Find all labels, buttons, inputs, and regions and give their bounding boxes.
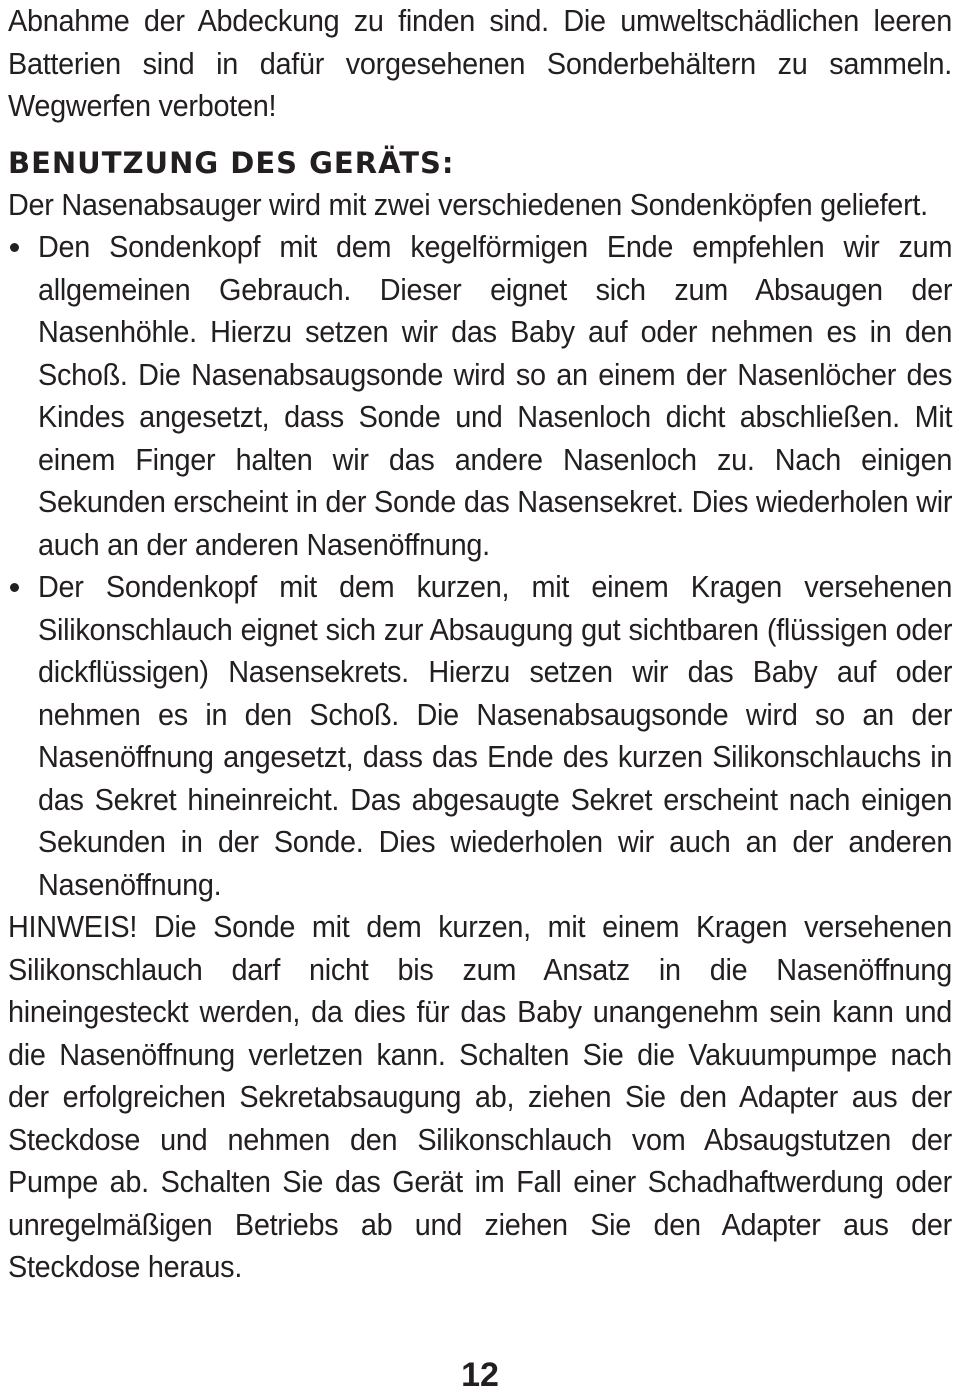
bullet-dot-icon [10,243,19,252]
page-number: 12 [461,1356,499,1394]
note-paragraph: HINWEIS! Die Sonde mit dem kurzen, mit einem Kragen versehenen Silikonschlauch darf nicht bis zum Ansatz in die Nasenöffnung hineingesteckt werden, da dies für das Baby unangenehm sein kann und die Nasenöffnung verletzen kann. Schalten Sie die Vakuumpumpe nach der erfolgreichen Sekretabsaugung ab, ziehen Sie den Adapter aus der Steckdose und nehmen den Silikonschlauch vom Absaugstutzen der Pumpe ab. Schalten Sie das Gerät im Fall einer Schadhaftwerdung oder unregelmäßigen Betriebs ab und ziehen Sie den Adapter aus der Steckdose heraus. [8,909,952,1284]
document-page [8,0,952,1289]
bullet-list [8,226,952,906]
bullet-item [8,566,952,906]
section-heading: BENUTZUNG DES GERÄTS: [8,145,455,180]
bullet-text: Den Sondenkopf mit dem kegelförmigen Ende empfehlen wir zum allgemeinen Gebrauch. Dieser eignet sich zum Absaugen der Nasenhöhle. Hierzu setzen wir das Baby auf oder nehmen es in den Schoß. Die Nasenabsaugsonde wird so an einem der Nasenlöcher des Kindes angesetzt, dass Sonde und Nasenloch dicht abschließen. Mit einem Finger halten wir das andere Nasenloch zu. Nach einigen Sekunden erscheint in der Sonde das Nasensekret. Dies wiederholen wir auch an der anderen Nasenöffnung. [38,229,953,562]
top-paragraph: Abnahme der Abdeckung zu finden sind. Die umweltschädlichen leeren Batterien sind in dafür vorgesehenen Sonderbehältern zu sammeln. Wegwerfen verboten! [8,3,952,123]
intro-sentence: Der Nasenabsauger wird mit zwei verschiedenen Sondenköpfen geliefert. [8,186,928,222]
bullet-item [8,226,952,566]
bullet-dot-icon [10,583,19,592]
bullet-text: Der Sondenkopf mit dem kurzen, mit einem Kragen versehenen Silikonschlauch eignet sich zur Absaugung gut sichtbaren (flüssigen oder dickflüssigen) Nasensekrets. Hierzu setzen wir das Baby auf oder nehmen es in den Schoß. Die Nasenabsaugsonde wird so an der Nasenöffnung angesetzt, dass das Ende des kurzen Silikonschlauchs in das Sekret hineinreicht. Das abgesaugte Sekret erscheint nach einigen Sekunden in der Sonde. Dies wiederholen wir auch an der anderen Nasenöffnung. [38,569,953,902]
